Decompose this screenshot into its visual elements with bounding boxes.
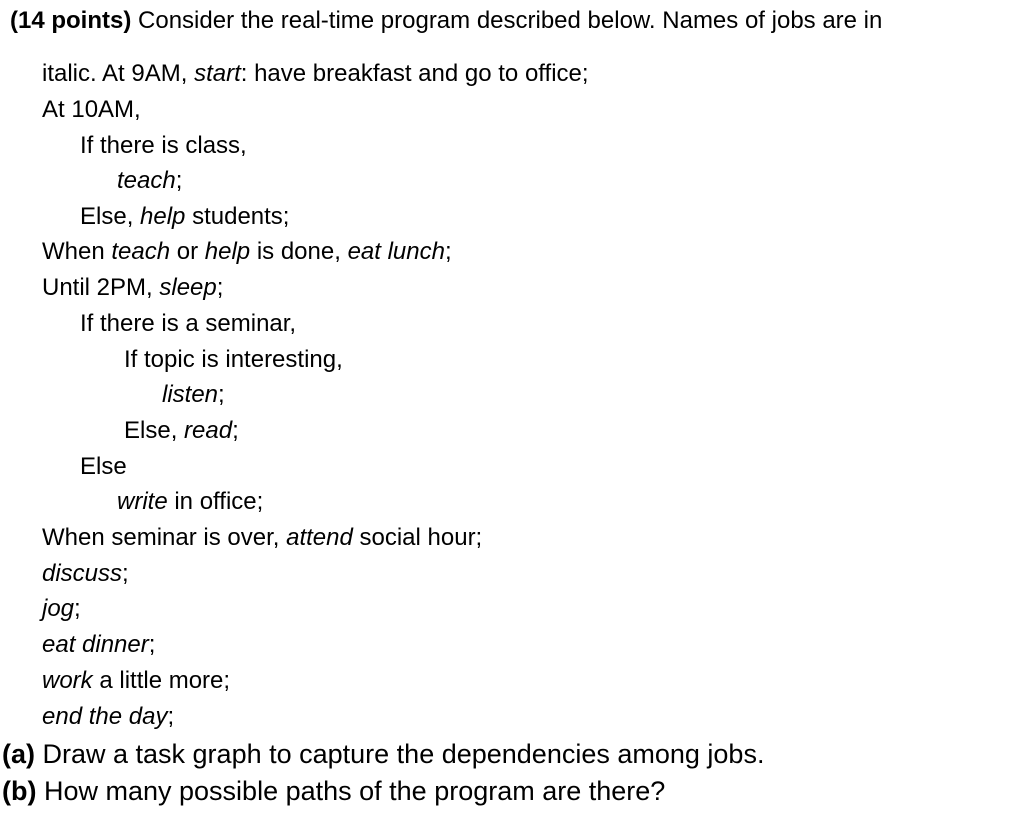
job-listen: listen [162, 381, 219, 408]
job-teach-ref: teach [111, 238, 171, 265]
program-line-6: When teach or help is done, eat lunch; [42, 238, 452, 265]
job-start: start [194, 60, 241, 87]
question-a [2, 738, 764, 770]
program-line-10: listen; [162, 381, 225, 408]
program-line-12: Else [80, 453, 127, 480]
program-line-9: If topic is interesting, [124, 346, 343, 373]
program-line-3: If there is class, [80, 132, 247, 159]
job-write: write [117, 488, 168, 515]
problem-header [10, 6, 882, 36]
question-a-label: (a) [2, 739, 35, 769]
job-work: work [42, 667, 93, 694]
program-line-17: eat dinner; [42, 631, 156, 658]
program-line-4: teach; [117, 167, 183, 194]
job-eat-lunch: eat lunch [347, 238, 445, 265]
job-help: help [140, 203, 186, 230]
job-teach: teach [117, 167, 176, 194]
job-jog: jog [42, 595, 75, 622]
job-eat-dinner: eat dinner [42, 631, 149, 658]
question-b-label: (b) [2, 776, 37, 806]
program-line-19: end the day; [42, 703, 175, 730]
program-line-1: italic. At 9AM, start: have breakfast and go to office; [42, 60, 589, 87]
question-b [2, 775, 665, 807]
program-line-13: write in office; [117, 488, 264, 515]
job-attend: attend [286, 524, 353, 551]
program-line-11: Else, read; [124, 417, 239, 444]
program-line-16: jog; [42, 595, 81, 622]
job-sleep: sleep [159, 274, 217, 301]
question-a-text: Draw a task graph to capture the dependencies among jobs. [35, 739, 765, 769]
program-line-15: discuss; [42, 560, 129, 587]
program-line-14: When seminar is over, attend social hour; [42, 524, 483, 551]
points-label: (14 points) [10, 7, 132, 34]
program-line-7: Until 2PM, sleep; [42, 274, 224, 301]
program-line-8: If there is a seminar, [80, 310, 297, 337]
job-discuss: discuss [42, 560, 123, 587]
program-line-5: Else, help students; [80, 203, 290, 230]
program-line-18: work a little more; [42, 667, 231, 694]
job-read: read [184, 417, 233, 444]
header-text: Consider the real-time program described below. Names of jobs are in [131, 7, 883, 34]
job-help-ref: help [204, 238, 251, 265]
job-end-the-day: end the day [42, 703, 168, 730]
question-b-text: How many possible paths of the program are there? [36, 776, 666, 806]
program-line-2: At 10AM, [42, 96, 141, 123]
